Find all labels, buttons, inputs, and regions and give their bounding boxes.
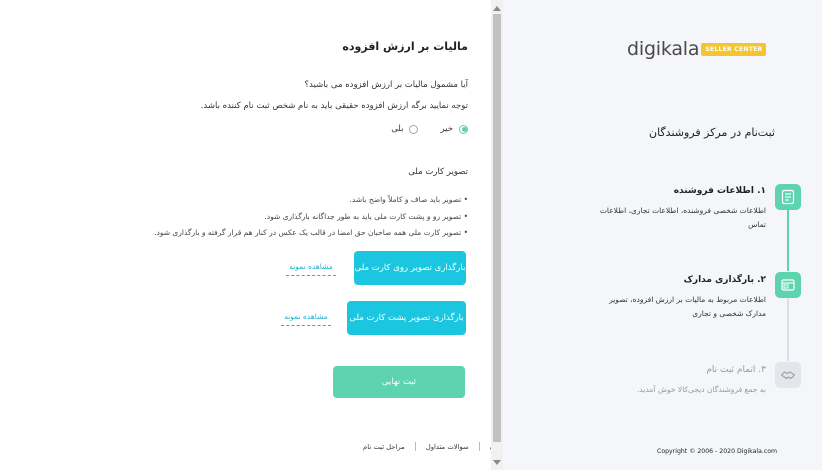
step-1-desc: اطلاعات شخصی فروشنده، اطلاعات تجاری، اطلاعات تماس — [599, 206, 766, 229]
footer-link-steps[interactable]: مراحل ثبت نام — [363, 442, 405, 451]
registration-sidebar — [503, 0, 822, 470]
radio-no-label: خیر — [440, 124, 453, 134]
scrollbar[interactable] — [491, 0, 503, 470]
footer-divider — [415, 442, 416, 451]
step-connector — [787, 209, 789, 271]
id-card-section-title: تصویر کارت ملی — [408, 167, 468, 177]
step-1-title: ۱. اطلاعات فروشنده — [673, 186, 766, 196]
radio-yes-dot[interactable] — [409, 125, 418, 134]
rule-item: • تصویر رو و پشت کارت ملی باید به طور جداگانه بارگذاری شود. — [154, 209, 468, 226]
footer-link-faq[interactable]: سوالات متداول — [425, 442, 469, 451]
scroll-down-arrow-icon[interactable] — [493, 460, 501, 465]
digikala-logo — [627, 38, 766, 60]
rule-item: • تصویر باید صاف و کاملاً واضح باشد. — [154, 192, 468, 209]
form-icon — [775, 184, 801, 210]
vat-note: توجه نمایید برگه ارزش افزوده حقیقی باید به نام شخص ثبت نام کننده باشد. — [200, 101, 468, 111]
sidebar-title: ثبت‌نام در مرکز فروشندگان — [649, 126, 775, 139]
scroll-thumb[interactable] — [493, 14, 501, 442]
footer-divider — [479, 442, 480, 451]
radio-yes-label: بلی — [391, 124, 404, 134]
step-3-desc: به جمع فروشندگان دیجی‌کالا خوش آمدید. — [637, 385, 766, 394]
seller-center-badge: SELLER CENTER — [701, 43, 766, 56]
view-sample-front-link[interactable]: مشاهده نمونه — [286, 262, 336, 276]
copyright: Copyright © 2006 - 2020 Digikala.com — [657, 448, 778, 455]
vat-radio-group — [391, 124, 468, 134]
step-2-title: ۲. بارگذاری مدارک — [683, 275, 766, 285]
upload-front-button[interactable]: بارگذاری تصویر روی کارت ملی — [354, 251, 466, 285]
radio-yes[interactable] — [391, 124, 418, 134]
step-3-title: ۳. اتمام ثبت نام — [706, 365, 766, 375]
radio-no[interactable] — [440, 124, 468, 134]
view-sample-back-link[interactable]: مشاهده نمونه — [281, 312, 331, 326]
documents-icon — [775, 272, 801, 298]
step-connector — [787, 297, 789, 361]
upload-back-button[interactable]: بارگذاری تصویر پشت کارت ملی — [347, 301, 466, 335]
logo-text: digikala — [627, 38, 700, 60]
submit-button[interactable]: ثبت نهایی — [333, 366, 465, 398]
vat-question: آیا مشمول مالیات بر ارزش افزوده می باشید؟ — [304, 80, 468, 90]
step-2-desc: اطلاعات مربوط به مالیات بر ارزش افزوده، تصویر مدارک شخصی و تجاری — [609, 295, 766, 318]
scroll-up-arrow-icon[interactable] — [493, 6, 501, 11]
page-title: مالیات بر ارزش افزوده — [342, 40, 468, 53]
handshake-icon — [775, 362, 801, 388]
rule-item: • تصویر کارت ملی همه صاحبان حق امضا در قالب یک عکس در کنار هم قرار گرفته و بارگذاری شود. — [154, 225, 468, 242]
radio-no-dot[interactable] — [459, 125, 468, 134]
id-card-rules — [154, 192, 468, 242]
